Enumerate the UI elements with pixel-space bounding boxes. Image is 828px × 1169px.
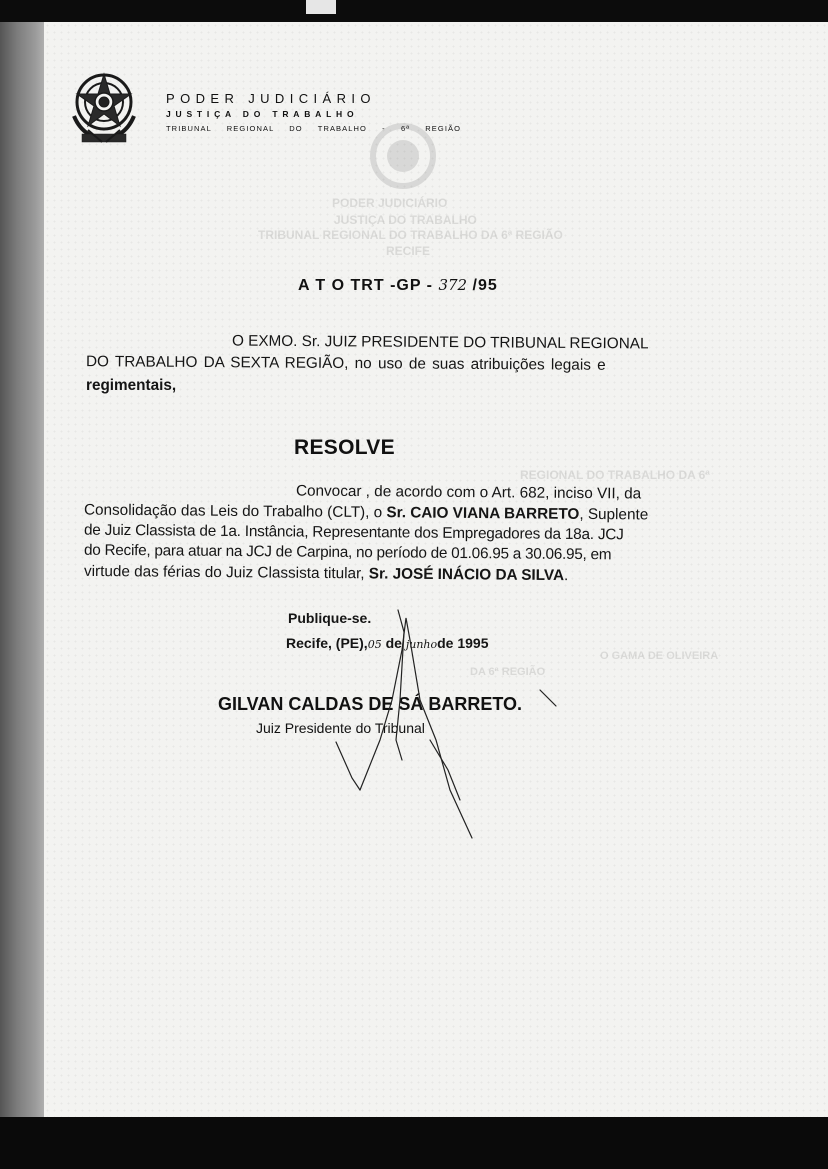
header-poder-judiciario: PODER JUDICIÁRIO: [166, 91, 376, 106]
header-tribunal: TRIBUNAL REGIONAL DO TRABALHO - 6ª REGIÃO: [166, 124, 462, 133]
resolve-heading: RESOLVE: [294, 436, 395, 459]
brazil-coat-of-arms-icon: [68, 64, 150, 150]
bleed-text-1: PODER JUDICIÁRIO: [332, 196, 448, 210]
signatory-role: Juiz Presidente do Tribunal: [256, 720, 425, 736]
bleed-text-7: DA 6ª REGIÃO: [470, 666, 546, 678]
body-line-5c: .: [563, 567, 569, 585]
bleed-text-3: TRIBUNAL REGIONAL DO TRABALHO DA 6ª REGIÃO: [258, 228, 563, 242]
bleed-text-6: O GAMA DE OLIVEIRA: [600, 650, 719, 662]
bleed-text-2: JUSTIÇA DO TRABALHO: [334, 213, 477, 227]
date-year: de 1995: [437, 635, 489, 651]
body-line-1: Convocar , de acordo com o Art. 682, inciso VII, da: [295, 482, 642, 503]
body-line-5a: virtude das férias do Juiz Classista titular,: [83, 562, 369, 583]
scan-left-shadow: [0, 22, 50, 1117]
signatory-name: GILVAN CALDAS DE SÁ BARRETO.: [218, 694, 523, 714]
header-justica-trabalho: JUSTIÇA DO TRABALHO: [166, 109, 359, 119]
act-number-handwritten: 372: [438, 276, 468, 294]
scan-top-border: [0, 0, 828, 24]
preamble-line-3: regimentais,: [86, 377, 177, 394]
act-title: [298, 276, 498, 295]
titular-name: Sr. JOSÉ INÁCIO DA SILVA: [368, 565, 565, 585]
date-line: [286, 633, 489, 655]
bleed-text-4: RECIFE: [386, 244, 431, 258]
body-line-4: do Recife, para atuar na JCJ de Carpina, no período de 01.06.95 a 30.06.95, em: [83, 541, 612, 564]
preamble-line-2: DO TRABALHO DA SEXTA REGIÃO, no uso de suas atribuições legais e: [85, 353, 606, 374]
date-de-1: de: [385, 635, 402, 651]
convoked-name: Sr. CAIO VIANA BARRETO: [386, 504, 580, 523]
body-line-2a: Consolidação das Leis do Trabalho (CLT), o: [83, 501, 387, 522]
act-suffix: /95: [467, 277, 498, 294]
body-line-3: de Juiz Classista de 1a. Instância, Representante dos Empregadores da 18a. JCJ: [83, 521, 624, 544]
act-prefix: A T O TRT -GP -: [298, 277, 439, 294]
bleed-text-5: REGIONAL DO TRABALHO DA 6ª: [520, 468, 710, 482]
body-line-5: [84, 562, 568, 586]
preamble-line-1: O EXMO. Sr. JUIZ PRESIDENTE DO TRIBUNAL REGIONAL: [231, 332, 649, 353]
scan-marker: [306, 0, 336, 14]
publique-se: Publique-se.: [288, 610, 372, 626]
date-place: Recife, (PE),: [286, 635, 368, 651]
scan-bottom-border: [0, 1117, 828, 1169]
body-line-2c: , Suplente: [579, 505, 649, 524]
date-month-handwritten: junho: [405, 638, 438, 651]
date-day-handwritten: 05: [367, 638, 382, 651]
